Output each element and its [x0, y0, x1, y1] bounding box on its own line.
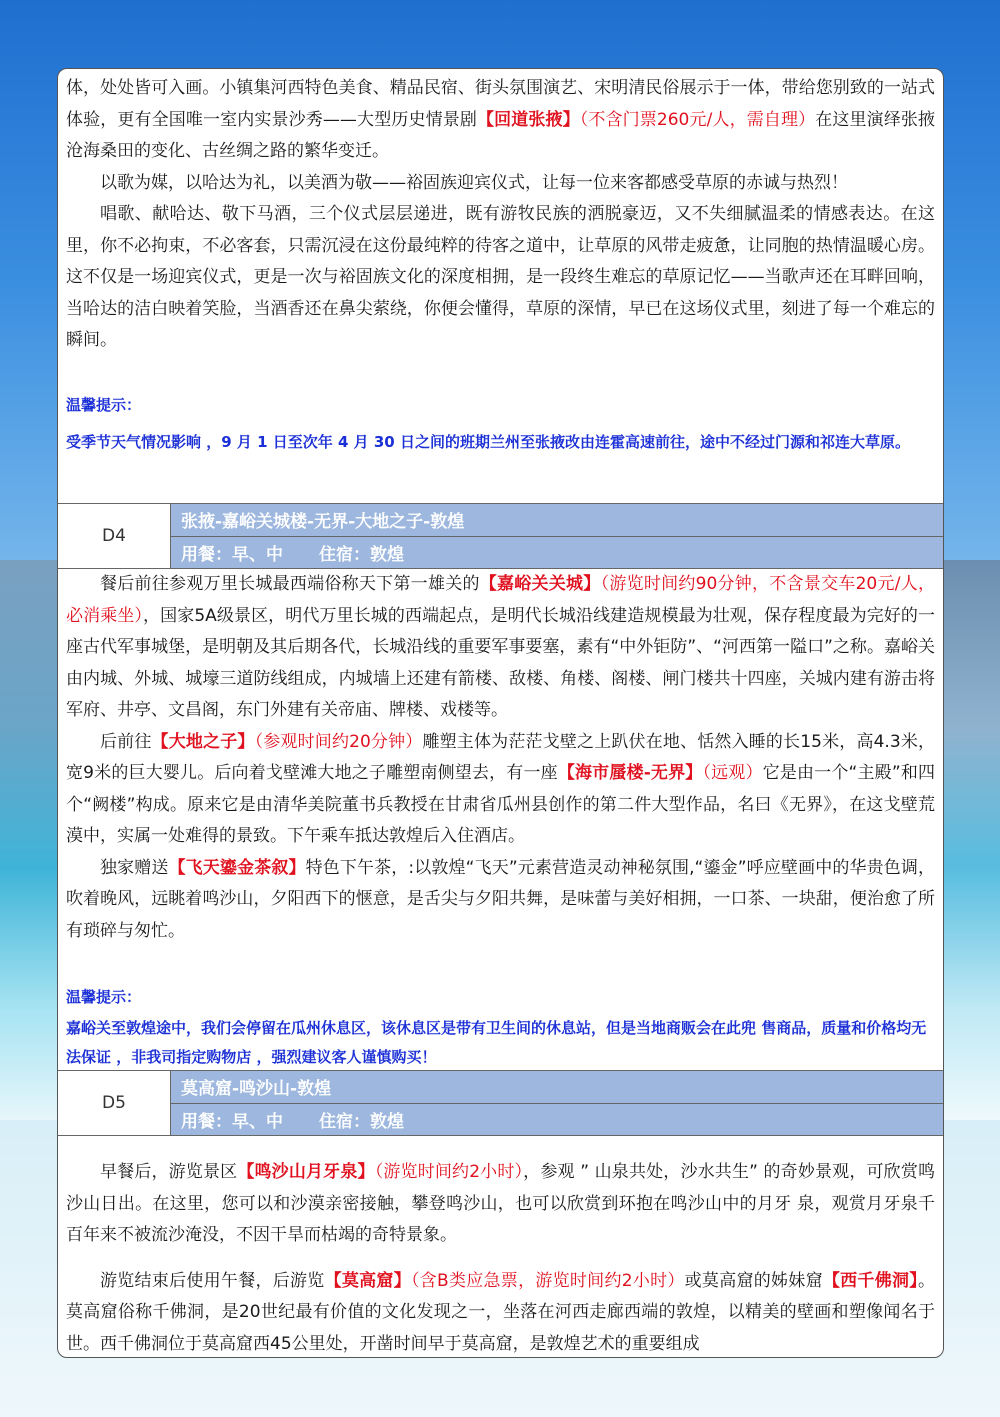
day-number: D4 — [58, 504, 171, 568]
paragraph-mogao-caves: 游览结束后使用午餐，后游览【莫高窟】（含B类应急票，游览时间约2小时）或莫高窟的姊妹窟【西千佛洞】。莫高窟俗称千佛洞，是20世纪最有价值的文化发现之一，坐落在河西走廊西端的敦煌，以精美的壁画和塑像闻名于世。西千佛洞位于莫高窟西45公里处，开凿时间早于莫高窟，是敦煌艺术的重要组成 — [66, 1270, 936, 1354]
tip-block-2 — [58, 983, 943, 1072]
stay-info: 住宿：敦煌 — [319, 544, 404, 565]
background-left-scenery — [0, 560, 60, 1120]
highlight-son-of-earth: 【大地之子】 — [151, 731, 255, 752]
tip-title: 温馨提示： — [66, 988, 142, 1006]
tip-block-1 — [58, 391, 943, 457]
paragraph-mingsha-mountain: 早餐后，游览景区【鸣沙山月牙泉】（游览时间约2小时），参观 ” 山泉共处，沙水共生” 的奇妙景观，可欣赏鸣沙山日出。在这里，您可以和沙漠亲密接触，攀登鸣沙山，也可以欣赏到环抱在鸣沙山中的月牙 泉，观赏月牙泉千百年来不被流沙淹没，不因干旱而枯竭的奇特景象。 — [66, 1162, 936, 1245]
tip-body: 嘉峪关至敦煌途中，我们会停留在瓜州休息区，该休息区是带有卫生间的休息站，但是当地商贩会在此兜 售商品，质量和价格均无法保证 ，非我司指定购物店 ，强烈建议客人谨慎购买！ — [66, 1019, 927, 1066]
paragraph-tea-gift: 独家赠送【飞天鎏金茶叙】特色下午茶，:以敦煌“飞天”元素营造灵动神秘氛围,“鎏金”呼应壁画中的华贵色调，吹着晚风，远眺着鸣沙山，夕阳西下的惬意，是舌尖与夕阳共舞，是味蕾与美好相拥，一口茶、一块甜，便治愈了所有琐碎与匆忙。 — [66, 857, 935, 941]
day-meal-stay — [171, 537, 943, 569]
meal-info: 用餐：早、中 — [181, 544, 283, 565]
tip-body: 受季节天气情况影响 ，9 月 1 日至次年 4 月 30 日之间的班期兰州至张掖改由连霍高速前往，途中不经过门源和祁连大草原。 — [66, 433, 910, 451]
day-meal-stay — [171, 1104, 943, 1136]
day-number: D5 — [58, 1071, 171, 1135]
stay-info: 住宿：敦煌 — [319, 1111, 404, 1132]
day-route-title: 张掖-嘉峪关城楼-无界-大地之子-敦煌 — [171, 504, 943, 537]
highlight-west-thousand-buddha: 【西千佛洞】 — [822, 1270, 919, 1291]
paragraph-zhangye-town: 体，处处皆可入画。小镇集河西特色美食、精品民宿、街头氛围演艺、宋明清民俗展示于一体，带给您别致的一站式体验，更有全国唯一室内实景沙秀——大型历史情景剧【回道张掖】（不含门票260元/人，需自理）在这里演绎张掖沧海桑田的变化、古丝绸之路的繁华变迁。 — [66, 78, 936, 161]
section-day4 — [58, 569, 943, 947]
paragraph-jiayuguan: 餐后前往参观万里长城最西端俗称天下第一雄关的【嘉峪关关城】（游览时间约90分钟，不含景交车20元/人，必消乘坐），国家5A级景区，明代万里长城的西端起点，是明代长城沿线建造规模最为壮观，保存程度最为完好的一座古代军事城堡，是明朝及其后期各代，长城沿线的重要军事要塞，素有“中外钜防”、“河西第一隘口”之称。嘉峪关由内城、外城、城壕三道防线组成，内城墙上还建有箭楼、敌楼、角楼、阁楼、闸门楼共十四座，关城内建有游击将军府、井亭、文昌阁，东门外建有关帝庙、牌楼、戏楼等。 — [66, 574, 936, 720]
note-jiayuguan-time: （游览时间约90分钟，不含景交车20元/人，必消乘坐） — [66, 574, 936, 626]
highlight-jiayuguan: 【嘉峪关关城】 — [479, 574, 601, 594]
note-ticket-price: （不含门票260元/人，需自理） — [579, 109, 816, 130]
highlight-wujie: 【海市蜃楼-无界】 — [557, 763, 703, 783]
meal-info: 用餐：早、中 — [181, 1111, 283, 1132]
paragraph-son-of-earth: 后前往【大地之子】（参观时间约20分钟）雕塑主体为茫茫戈壁之上趴伏在地、恬然入睡的长15米，高4.3米，宽9米的巨大婴儿。后向着戈壁滩大地之子雕塑南侧望去，有一座【海市蜃楼-无界】（远观）它是由一个“主殿”和四个“阙楼”构成。原来它是由清华美院董书兵教授在甘肃省瓜州县创作的第二件大型作品，名曰《无界》，在这戈壁荒漠中，实属一处难得的景致。下午乘车抵达敦煌后入住酒店。 — [66, 731, 935, 846]
day-header-d4 — [58, 503, 943, 569]
paragraph-welcome-ceremony-intro: 以歌为媒，以哈达为礼，以美酒为敬——裕固族迎宾仪式，让每一位来客都感受草原的赤诚与热烈！ — [100, 172, 848, 193]
note-mogao-ticket: （含B类应急票，游览时间约2小时） — [410, 1270, 685, 1291]
note-crescent-time: （游览时间约2小时） — [374, 1162, 524, 1182]
highlight-mogao: 【莫高窟】 — [324, 1270, 411, 1291]
highlight-crescent-spring: 【鸣沙山月牙泉】 — [237, 1162, 375, 1182]
day-header-d5 — [58, 1070, 943, 1136]
note-wujie: （远观） — [702, 763, 763, 783]
section-intro — [58, 73, 943, 357]
itinerary-page — [57, 68, 944, 1358]
background-right-scenery — [940, 560, 1000, 1120]
note-son-of-earth-time: （参观时间约20分钟） — [254, 731, 423, 752]
section-day5 — [58, 1157, 943, 1358]
day-route-title: 莫高窟-鸣沙山-敦煌 — [171, 1071, 943, 1104]
highlight-huidao-zhangye: 【回道张掖】 — [476, 109, 580, 130]
tip-title: 温馨提示： — [66, 396, 142, 414]
highlight-feitian-tea: 【飞天鎏金茶叙】 — [168, 857, 306, 878]
paragraph-welcome-ceremony-detail: 唱歌、献哈达、敬下马酒，三个仪式层层递进，既有游牧民族的洒脱豪迈，又不失细腻温柔的情感表达。在这里，你不必拘束，不必客套，只需沉浸在这份最纯粹的待客之道中，让草原的风带走疲惫，让同胞的热情温暖心房。这不仅是一场迎宾仪式，更是一次与裕固族文化的深度相拥，是一段终生难忘的草原记忆——当歌声还在耳畔回响，当哈达的洁白映着笑脸，当酒香还在鼻尖萦绕，你便会懂得，草原的深情，早已在这场仪式里，刻进了每一个难忘的瞬间。 — [66, 204, 935, 350]
